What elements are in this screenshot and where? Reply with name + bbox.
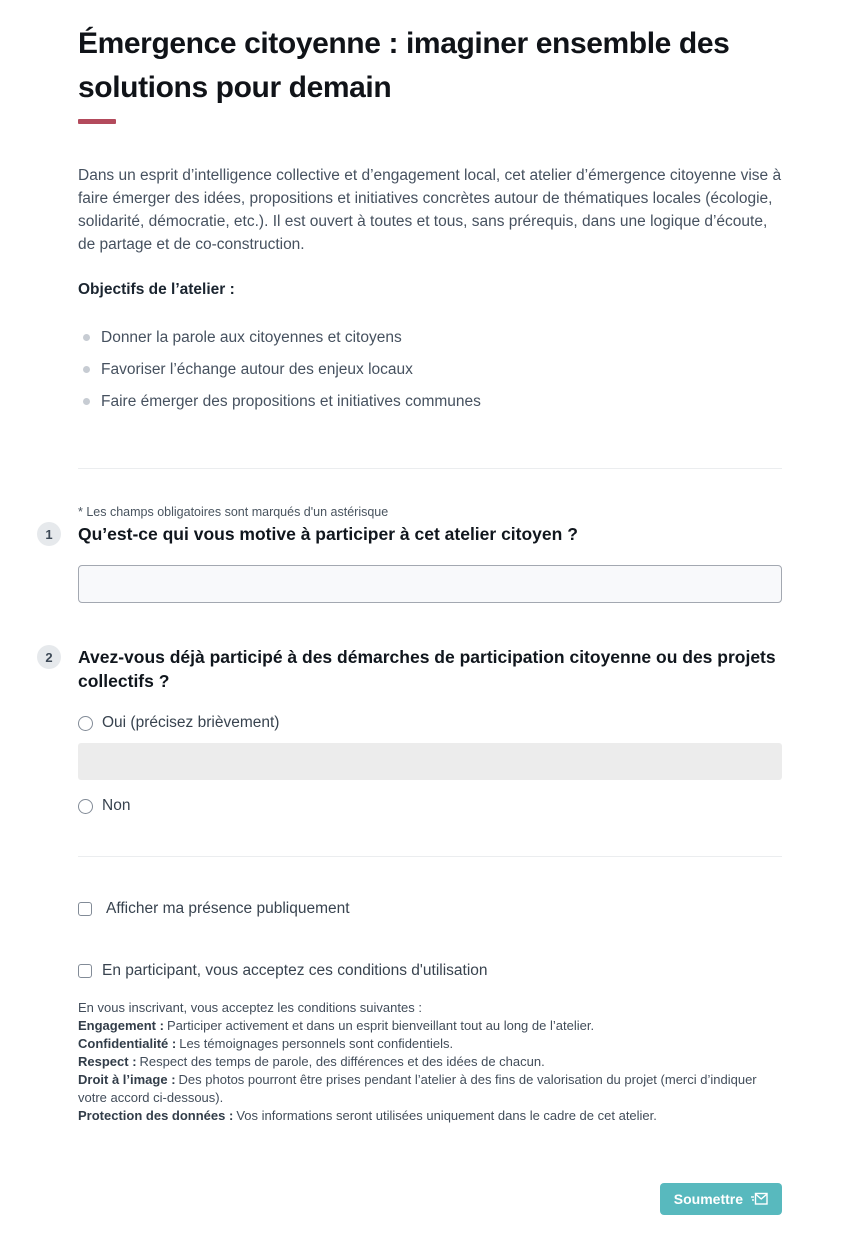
checkbox-accept-conditions-label: En participant, vous acceptez ces conditions d'utilisation xyxy=(102,962,488,979)
question-number-badge: 1 xyxy=(37,522,61,546)
objective-text: Faire émerger des propositions et initiatives communes xyxy=(101,392,481,410)
radio-option-oui-label: Oui (précisez brièvement) xyxy=(102,714,280,731)
bullet-icon xyxy=(83,398,90,405)
question-1-label: Qu’est-ce qui vous motive à participer à cet atelier citoyen ? xyxy=(78,524,578,544)
objectives-list xyxy=(78,329,782,410)
required-fields-note: * Les champs obligatoires sont marqués d'un astérisque xyxy=(78,505,389,519)
submit-bar xyxy=(78,1183,782,1249)
condition-description: Des photos pourront être prises pendant l’atelier à des fins de valorisation du projet (merci d’indiquer votre accord ci-dessous). xyxy=(78,1072,757,1105)
radio-option-oui[interactable] xyxy=(78,714,782,732)
question-number-badge: 2 xyxy=(37,645,61,669)
condition-term: Droit à l’image : xyxy=(78,1072,176,1087)
checkbox-accept-conditions[interactable] xyxy=(78,962,782,980)
condition-item xyxy=(78,1107,782,1125)
condition-term: Respect : xyxy=(78,1054,137,1069)
list-item xyxy=(78,393,782,410)
condition-description: Vos informations seront utilisées uniquement dans le cadre de cet atelier. xyxy=(236,1108,657,1123)
list-item xyxy=(78,329,782,346)
checkbox-icon[interactable] xyxy=(78,902,92,916)
condition-term: Protection des données : xyxy=(78,1108,234,1123)
condition-description: Les témoignages personnels sont confidentiels. xyxy=(179,1036,454,1051)
submit-button[interactable] xyxy=(660,1183,782,1215)
condition-description: Respect des temps de parole, des différences et des idées de chacun. xyxy=(139,1054,545,1069)
radio-option-non[interactable] xyxy=(78,797,782,815)
radio-option-non-label: Non xyxy=(102,797,131,814)
title-accent-rule xyxy=(78,119,116,124)
conditions-intro: En vous inscrivant, vous acceptez les conditions suivantes : xyxy=(78,1000,422,1015)
condition-description: Participer activement et dans un esprit bienveillant tout au long de l’atelier. xyxy=(166,1018,595,1033)
condition-item xyxy=(78,1053,782,1071)
question-1-input[interactable] xyxy=(78,565,782,603)
divider xyxy=(78,856,782,857)
radio-icon[interactable] xyxy=(78,799,93,814)
objective-text: Favoriser l’échange autour des enjeux locaux xyxy=(101,360,413,378)
question-1 xyxy=(45,522,782,603)
submit-button-label: Soumettre xyxy=(673,1191,743,1207)
bullet-icon xyxy=(83,366,90,373)
condition-item xyxy=(78,1035,782,1053)
checkbox-public-presence[interactable] xyxy=(78,900,782,918)
checkbox-public-presence-label: Afficher ma présence publiquement xyxy=(106,900,350,917)
condition-item xyxy=(78,1071,782,1107)
objective-text: Donner la parole aux citoyennes et citoyens xyxy=(101,328,402,346)
question-2-detail-input[interactable] xyxy=(78,743,782,780)
radio-icon[interactable] xyxy=(78,716,93,731)
page-title: Émergence citoyenne : imaginer ensemble des solutions pour demain xyxy=(78,27,730,104)
conditions-text xyxy=(78,999,782,1125)
objectives-heading: Objectifs de l’atelier : xyxy=(78,281,235,298)
form-content xyxy=(45,0,782,1249)
intro-paragraph: Dans un esprit d’intelligence collective et d’engagement local, cet atelier d’émergence citoyenne vise à faire émerger des idées, propositions et initiatives concrètes autour de thématiques locales (écologie, solidarité, démocratie, etc.). Il est ouvert à toutes et tous, sans prérequis, dans une logique d’écoute, de partage et de co-construction. xyxy=(78,167,782,253)
send-envelope-icon xyxy=(751,1192,768,1206)
condition-term: Confidentialité : xyxy=(78,1036,177,1051)
checkbox-icon[interactable] xyxy=(78,964,92,978)
divider xyxy=(78,468,782,469)
condition-term: Engagement : xyxy=(78,1018,164,1033)
question-2 xyxy=(45,645,782,815)
bullet-icon xyxy=(83,334,90,341)
list-item xyxy=(78,361,782,378)
question-2-label: Avez-vous déjà participé à des démarches de participation citoyenne ou des projets collectifs ? xyxy=(78,647,776,691)
condition-item xyxy=(78,1017,782,1035)
